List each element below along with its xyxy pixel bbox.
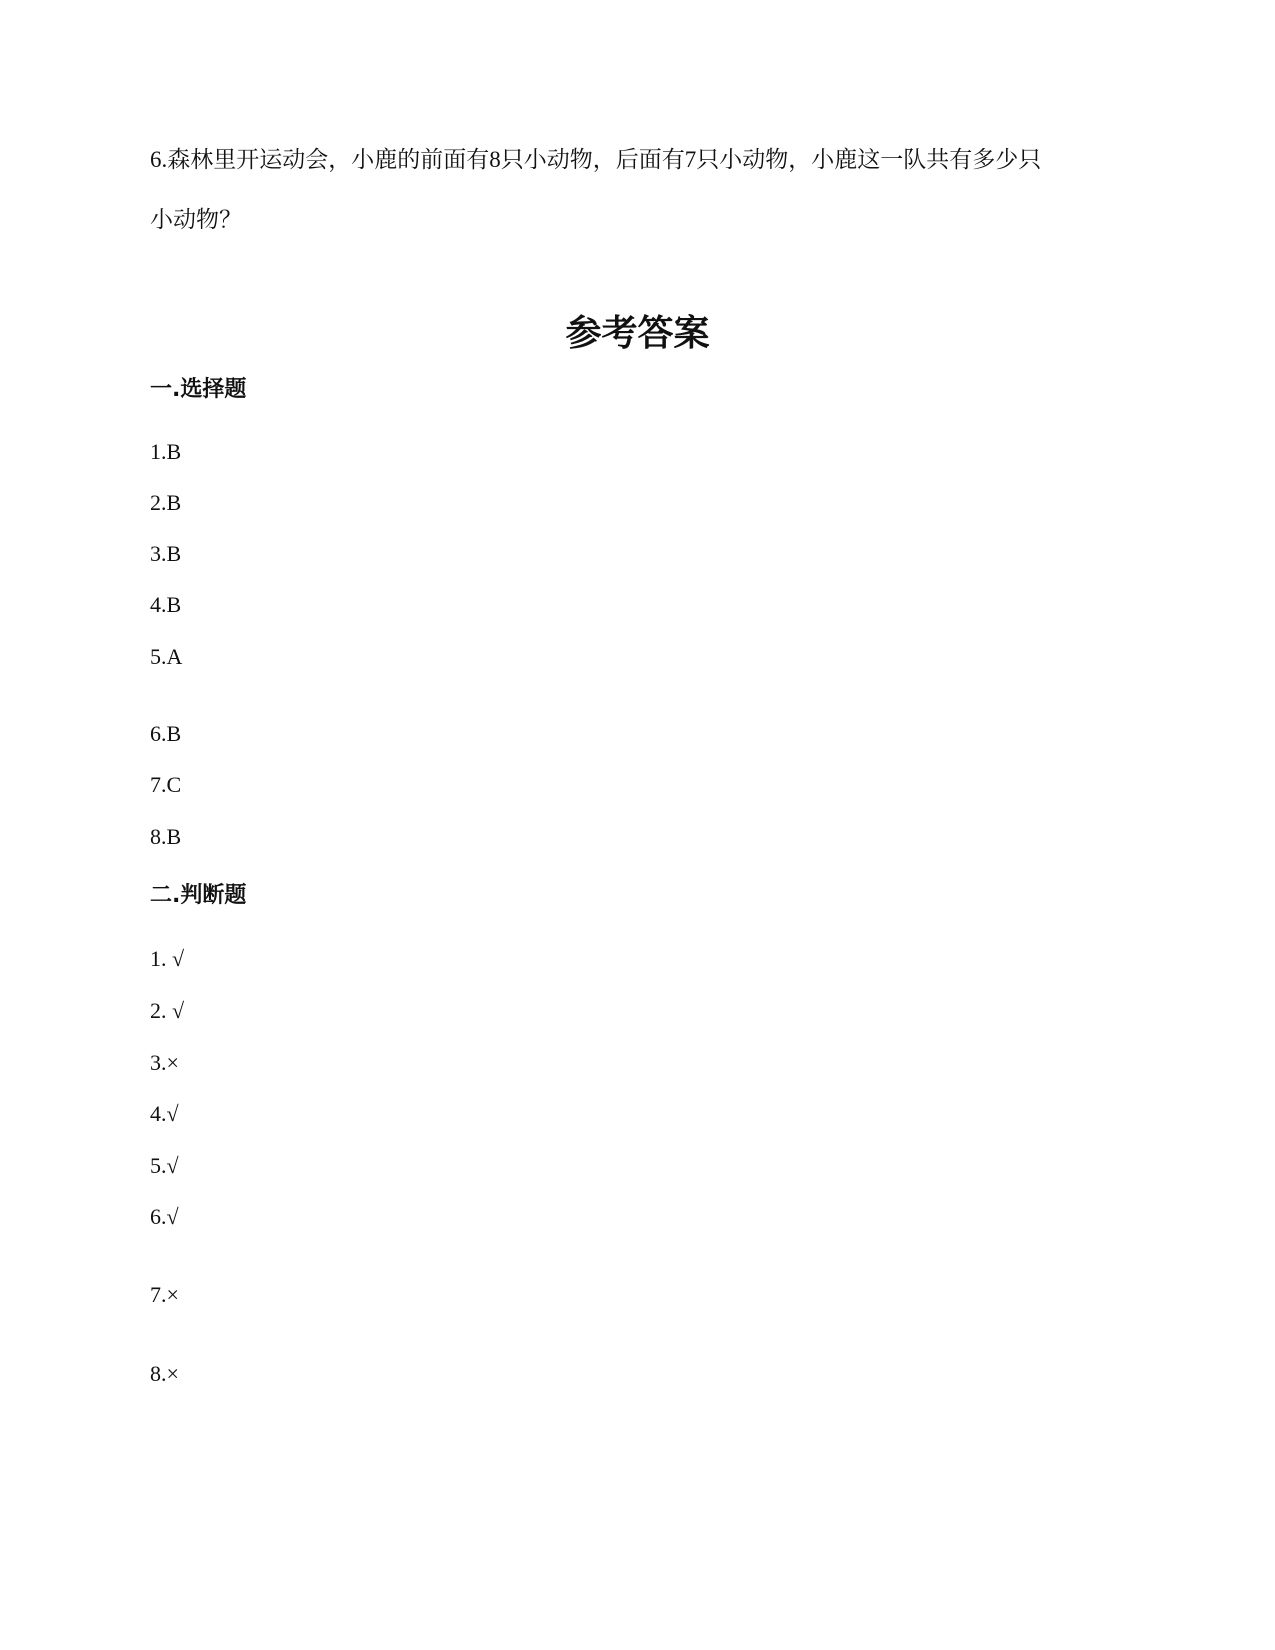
answers-title: 参考答案: [565, 313, 710, 354]
judgment-answer-8: 8.×: [150, 1361, 179, 1386]
judgment-answer-4: 4.√: [150, 1101, 179, 1126]
choice-answer-5: 5.A: [150, 644, 183, 669]
choice-answer-7: 7.C: [150, 772, 182, 797]
judgment-answer-5: 5.√: [150, 1153, 179, 1178]
judgment-answer-3: 3.×: [150, 1050, 179, 1075]
question-line-2: 小动物？: [150, 207, 242, 232]
judgment-answer-7: 7.×: [150, 1282, 179, 1307]
choice-answer-8: 8.B: [150, 824, 182, 849]
choice-answer-1: 1.B: [150, 439, 182, 464]
question-line-1: 6.森林里开运动会，小鹿的前面有8只小动物，后面有7只小动物，小鹿这一队共有多少只: [150, 147, 1042, 172]
section-heading-judgment: 二.判断题: [150, 883, 247, 908]
judgment-answer-1: 1. √: [150, 946, 185, 971]
choice-answer-3: 3.B: [150, 541, 182, 566]
choice-answer-2: 2.B: [150, 490, 182, 515]
choice-answer-4: 4.B: [150, 592, 182, 617]
judgment-answer-6: 6.√: [150, 1204, 179, 1229]
choice-answer-6: 6.B: [150, 721, 182, 746]
judgment-answer-2: 2. √: [150, 998, 185, 1023]
section-heading-choice: 一.选择题: [150, 377, 247, 402]
